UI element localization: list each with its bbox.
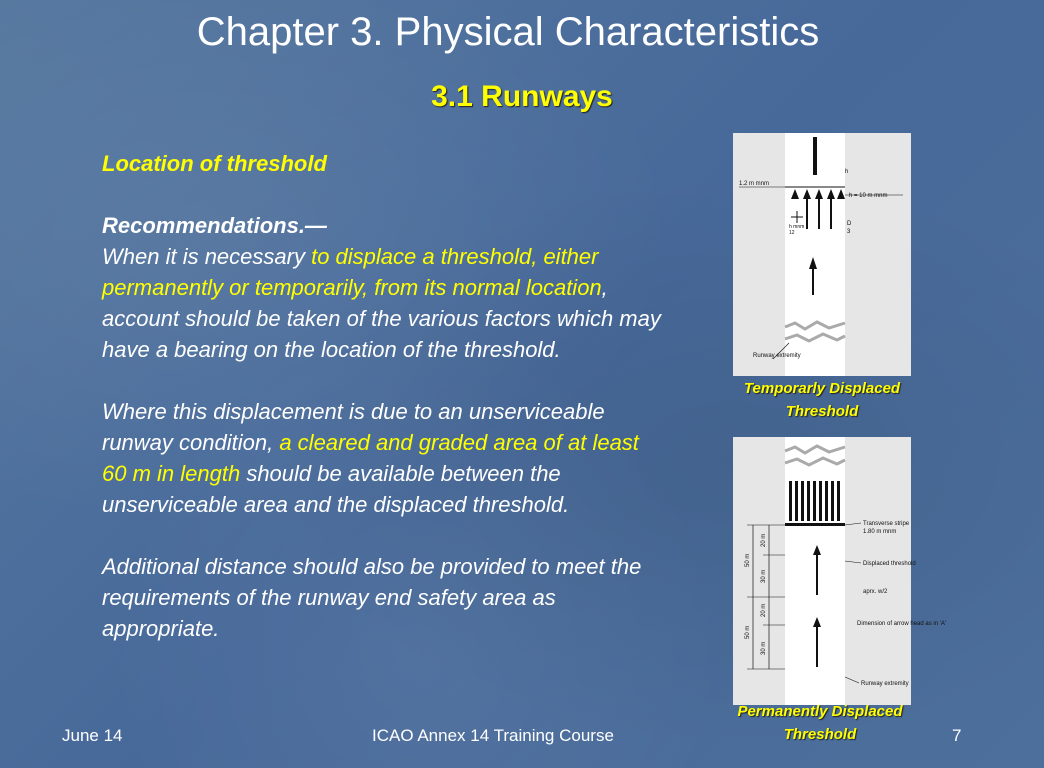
body-text bbox=[102, 148, 662, 675]
temporary-caption-line1: Temporarly Displaced bbox=[743, 380, 901, 397]
paragraph-1 bbox=[102, 210, 662, 365]
slide-title: Chapter 3. Physical Characteristics bbox=[196, 10, 820, 54]
fig2-50m-top: 50 m bbox=[745, 553, 751, 567]
fig2-apprx-label: aprx. w/2 bbox=[863, 589, 888, 595]
fig2-transverse-width: 1.80 m mnm bbox=[863, 529, 897, 535]
permanent-threshold-diagram bbox=[733, 437, 947, 705]
recommendations-label: Recommendations.— bbox=[102, 213, 327, 238]
fig1-h-label: h = 10 m mnm bbox=[849, 193, 888, 199]
fig2-30m-top: 30 m bbox=[761, 569, 767, 583]
paragraph-2 bbox=[102, 396, 662, 520]
permanent-threshold-svg bbox=[733, 437, 947, 705]
p1-part-c: , account should be taken of the various factors which may have a bearing on the location of the threshold. bbox=[102, 275, 661, 362]
fig1-h-frac2: 12 bbox=[789, 230, 795, 236]
temporary-caption-line2: Threshold bbox=[785, 403, 859, 420]
heading-text: Location of threshold bbox=[102, 151, 327, 176]
p1-part-a: When it is necessary bbox=[102, 244, 312, 269]
footer-page-number: 7 bbox=[952, 726, 962, 745]
fig2-extremity-label: Runway extremity bbox=[861, 681, 909, 687]
footer-course: ICAO Annex 14 Training Course bbox=[372, 726, 614, 745]
fig1-d-mark: D bbox=[847, 221, 852, 227]
fig1-width-label: 1.2 m mnm bbox=[739, 181, 770, 187]
fig2-50m-bottom: 50 m bbox=[745, 625, 751, 639]
fig1-d-frac: 3 bbox=[847, 229, 851, 235]
p2-highlight: a cleared and graded area of at least 60 m in length bbox=[102, 430, 639, 486]
fig2-20m-bottom: 20 m bbox=[761, 603, 767, 617]
permanent-caption-line1: Permanently Displaced bbox=[737, 703, 903, 720]
temporary-threshold-diagram bbox=[733, 133, 911, 376]
fig2-transverse-label: Transverse stripe bbox=[863, 521, 910, 527]
fig2-displaced-label: Displaced threshold bbox=[863, 561, 916, 567]
fig1-h-mark: h bbox=[845, 169, 849, 175]
fig2-dimension-label: Dimension of arrow head as in 'A' bbox=[857, 621, 947, 627]
p1-highlight: to displace a threshold, either permanently or temporarily, from its normal location bbox=[102, 244, 602, 300]
paragraph-3: Additional distance should also be provided to meet the requirements of the runway end safety area as appropriate. bbox=[102, 554, 642, 641]
permanent-caption-line2: Threshold bbox=[783, 726, 857, 743]
temporary-threshold-svg bbox=[733, 133, 911, 376]
fig2-20m-top: 20 m bbox=[761, 533, 767, 547]
slide-subtitle: 3.1 Runways bbox=[431, 80, 613, 113]
footer-date: June 14 bbox=[62, 726, 123, 745]
permanent-caption bbox=[710, 700, 930, 746]
fig2-30m-bottom: 30 m bbox=[761, 641, 767, 655]
temporary-caption bbox=[722, 377, 922, 423]
p2-part-a: Where this displacement is due to an unserviceable runway condition, bbox=[102, 399, 605, 455]
p2-part-c: should be available between the unserviceable area and the displaced threshold. bbox=[102, 461, 570, 517]
section-heading bbox=[102, 148, 662, 179]
fig1-h-frac: h mnm bbox=[789, 224, 805, 230]
fig1-extremity-label: Runway extremity bbox=[753, 353, 801, 359]
